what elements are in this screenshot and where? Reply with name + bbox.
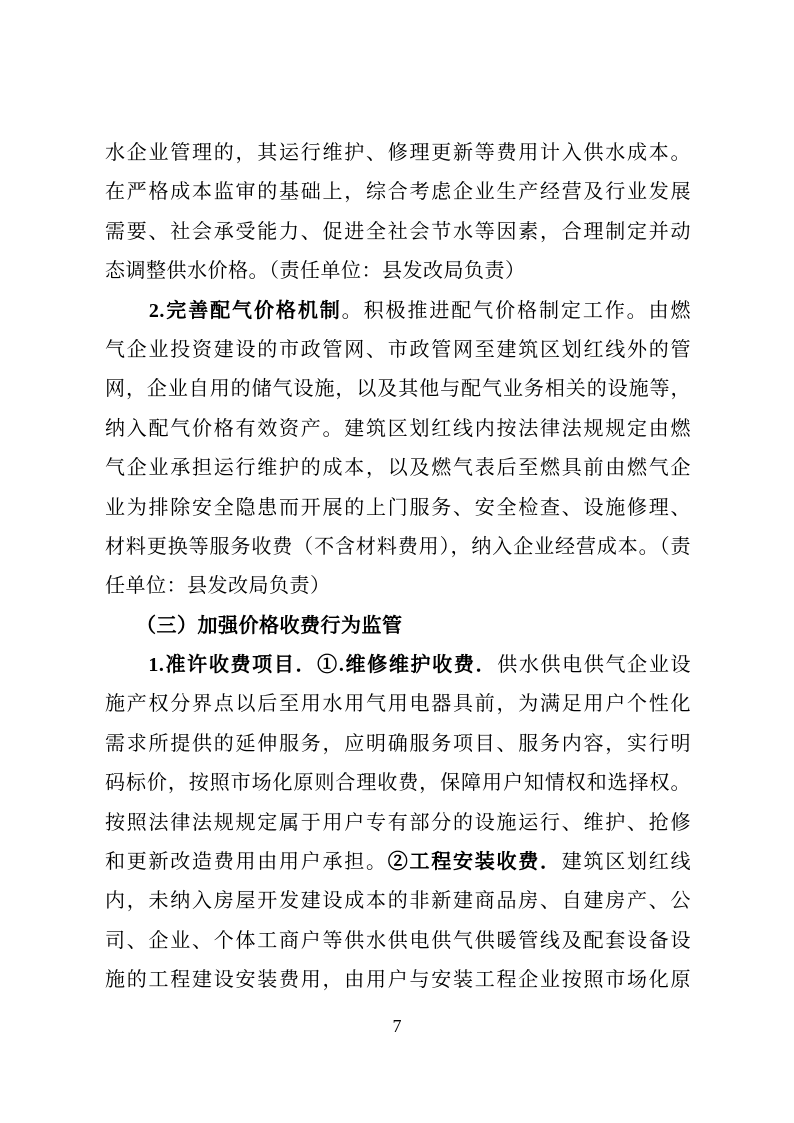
text-line-20 — [105, 882, 691, 921]
text-segment: 施产权分界点以后至用水用气用电器具前，为满足用户个性化 — [105, 693, 691, 716]
text-segment: 任单位：县发改局负责） — [105, 575, 331, 598]
text-segment: ②工程安装收费． — [387, 851, 562, 874]
text-line-16 — [105, 725, 691, 764]
text-segment: 水企业管理的，其运行维护、修理更新等费用计入供水成本。 — [105, 142, 691, 164]
text-segment: 纳入配气价格有效资产。建筑区划红线内按法律法规规定由燃 — [105, 417, 691, 440]
text-segment — [105, 300, 149, 322]
text-segment: 码标价，按照市场化原则合理收费，保障用户知情权和选择权。 — [105, 772, 691, 795]
text-segment — [105, 615, 146, 637]
text-segment: 在严格成本监审的基础上，综合考虑企业生产经营及行业发展 — [105, 181, 691, 204]
document-body — [105, 134, 691, 1001]
text-segment — [105, 654, 148, 676]
text-line-17 — [105, 764, 691, 803]
text-line-1 — [105, 134, 691, 173]
text-segment: 内，未纳入房屋开发建设成本的非新建商品房、自建房产、公 — [105, 890, 691, 913]
text-segment: 需求所提供的延伸服务，应明确服务项目、服务内容，实行明 — [105, 732, 691, 755]
text-segment: 司、企业、个体工商户等供水供电供气供暖管线及配套设备设 — [105, 929, 691, 952]
text-segment: 气企业投资建设的市政管网、市政管网至建筑区划红线外的管 — [105, 338, 691, 361]
text-line-9 — [105, 449, 691, 488]
text-segment: 网，企业自用的储气设施，以及其他与配气业务相关的设施等， — [105, 378, 691, 401]
text-line-21 — [105, 922, 691, 961]
text-line-22 — [105, 961, 691, 1000]
text-line-2 — [105, 173, 691, 212]
text-segment: 供水供电供气企业设 — [497, 654, 692, 677]
text-line-3 — [105, 213, 691, 252]
text-segment: 施的工程建设安装费用，由用户与安装工程企业按照市场化原 — [105, 969, 691, 992]
text-line-6 — [105, 331, 691, 370]
text-segment: 建筑区划红线 — [561, 851, 691, 874]
text-line-13 — [105, 607, 691, 646]
text-segment: 材料更换等服务收费（不含材料费用），纳入企业经营成本。（责 — [105, 535, 691, 558]
text-segment: 气企业承担运行维护的成本，以及燃气表后至燃具前由燃气企 — [105, 457, 691, 480]
text-line-12 — [105, 567, 691, 606]
text-line-11 — [105, 528, 691, 567]
text-segment: 态调整供水价格。（责任单位：县发改局负责） — [105, 260, 526, 283]
text-segment: 按照法律法规规定属于用户专有部分的设施运行、维护、抢修 — [105, 811, 691, 834]
text-segment: 。积极推进配气价格制定工作。由燃 — [341, 299, 692, 322]
text-segment: 需要、社会承受能力、促进全社会节水等因素，合理制定并动 — [105, 220, 691, 243]
page-number: 7 — [392, 1016, 402, 1036]
text-line-5 — [105, 292, 691, 331]
text-segment: （三）加强价格收费行为监管 — [146, 614, 403, 637]
text-line-10 — [105, 489, 691, 528]
text-line-14 — [105, 646, 691, 685]
text-segment: 业为排除安全隐患而开展的上门服务、安全检查、设施修理、 — [105, 496, 691, 519]
text-line-7 — [105, 370, 691, 409]
text-line-4 — [105, 252, 691, 291]
text-segment: 和更新改造费用由用户承担。 — [105, 851, 388, 874]
text-line-19 — [105, 843, 691, 882]
text-line-15 — [105, 685, 691, 724]
text-segment: 2.完善配气价格机制 — [148, 299, 342, 322]
text-line-18 — [105, 804, 691, 843]
text-line-8 — [105, 410, 691, 449]
text-segment: 1.准许收费项目．①.维修维护收费． — [148, 654, 498, 677]
